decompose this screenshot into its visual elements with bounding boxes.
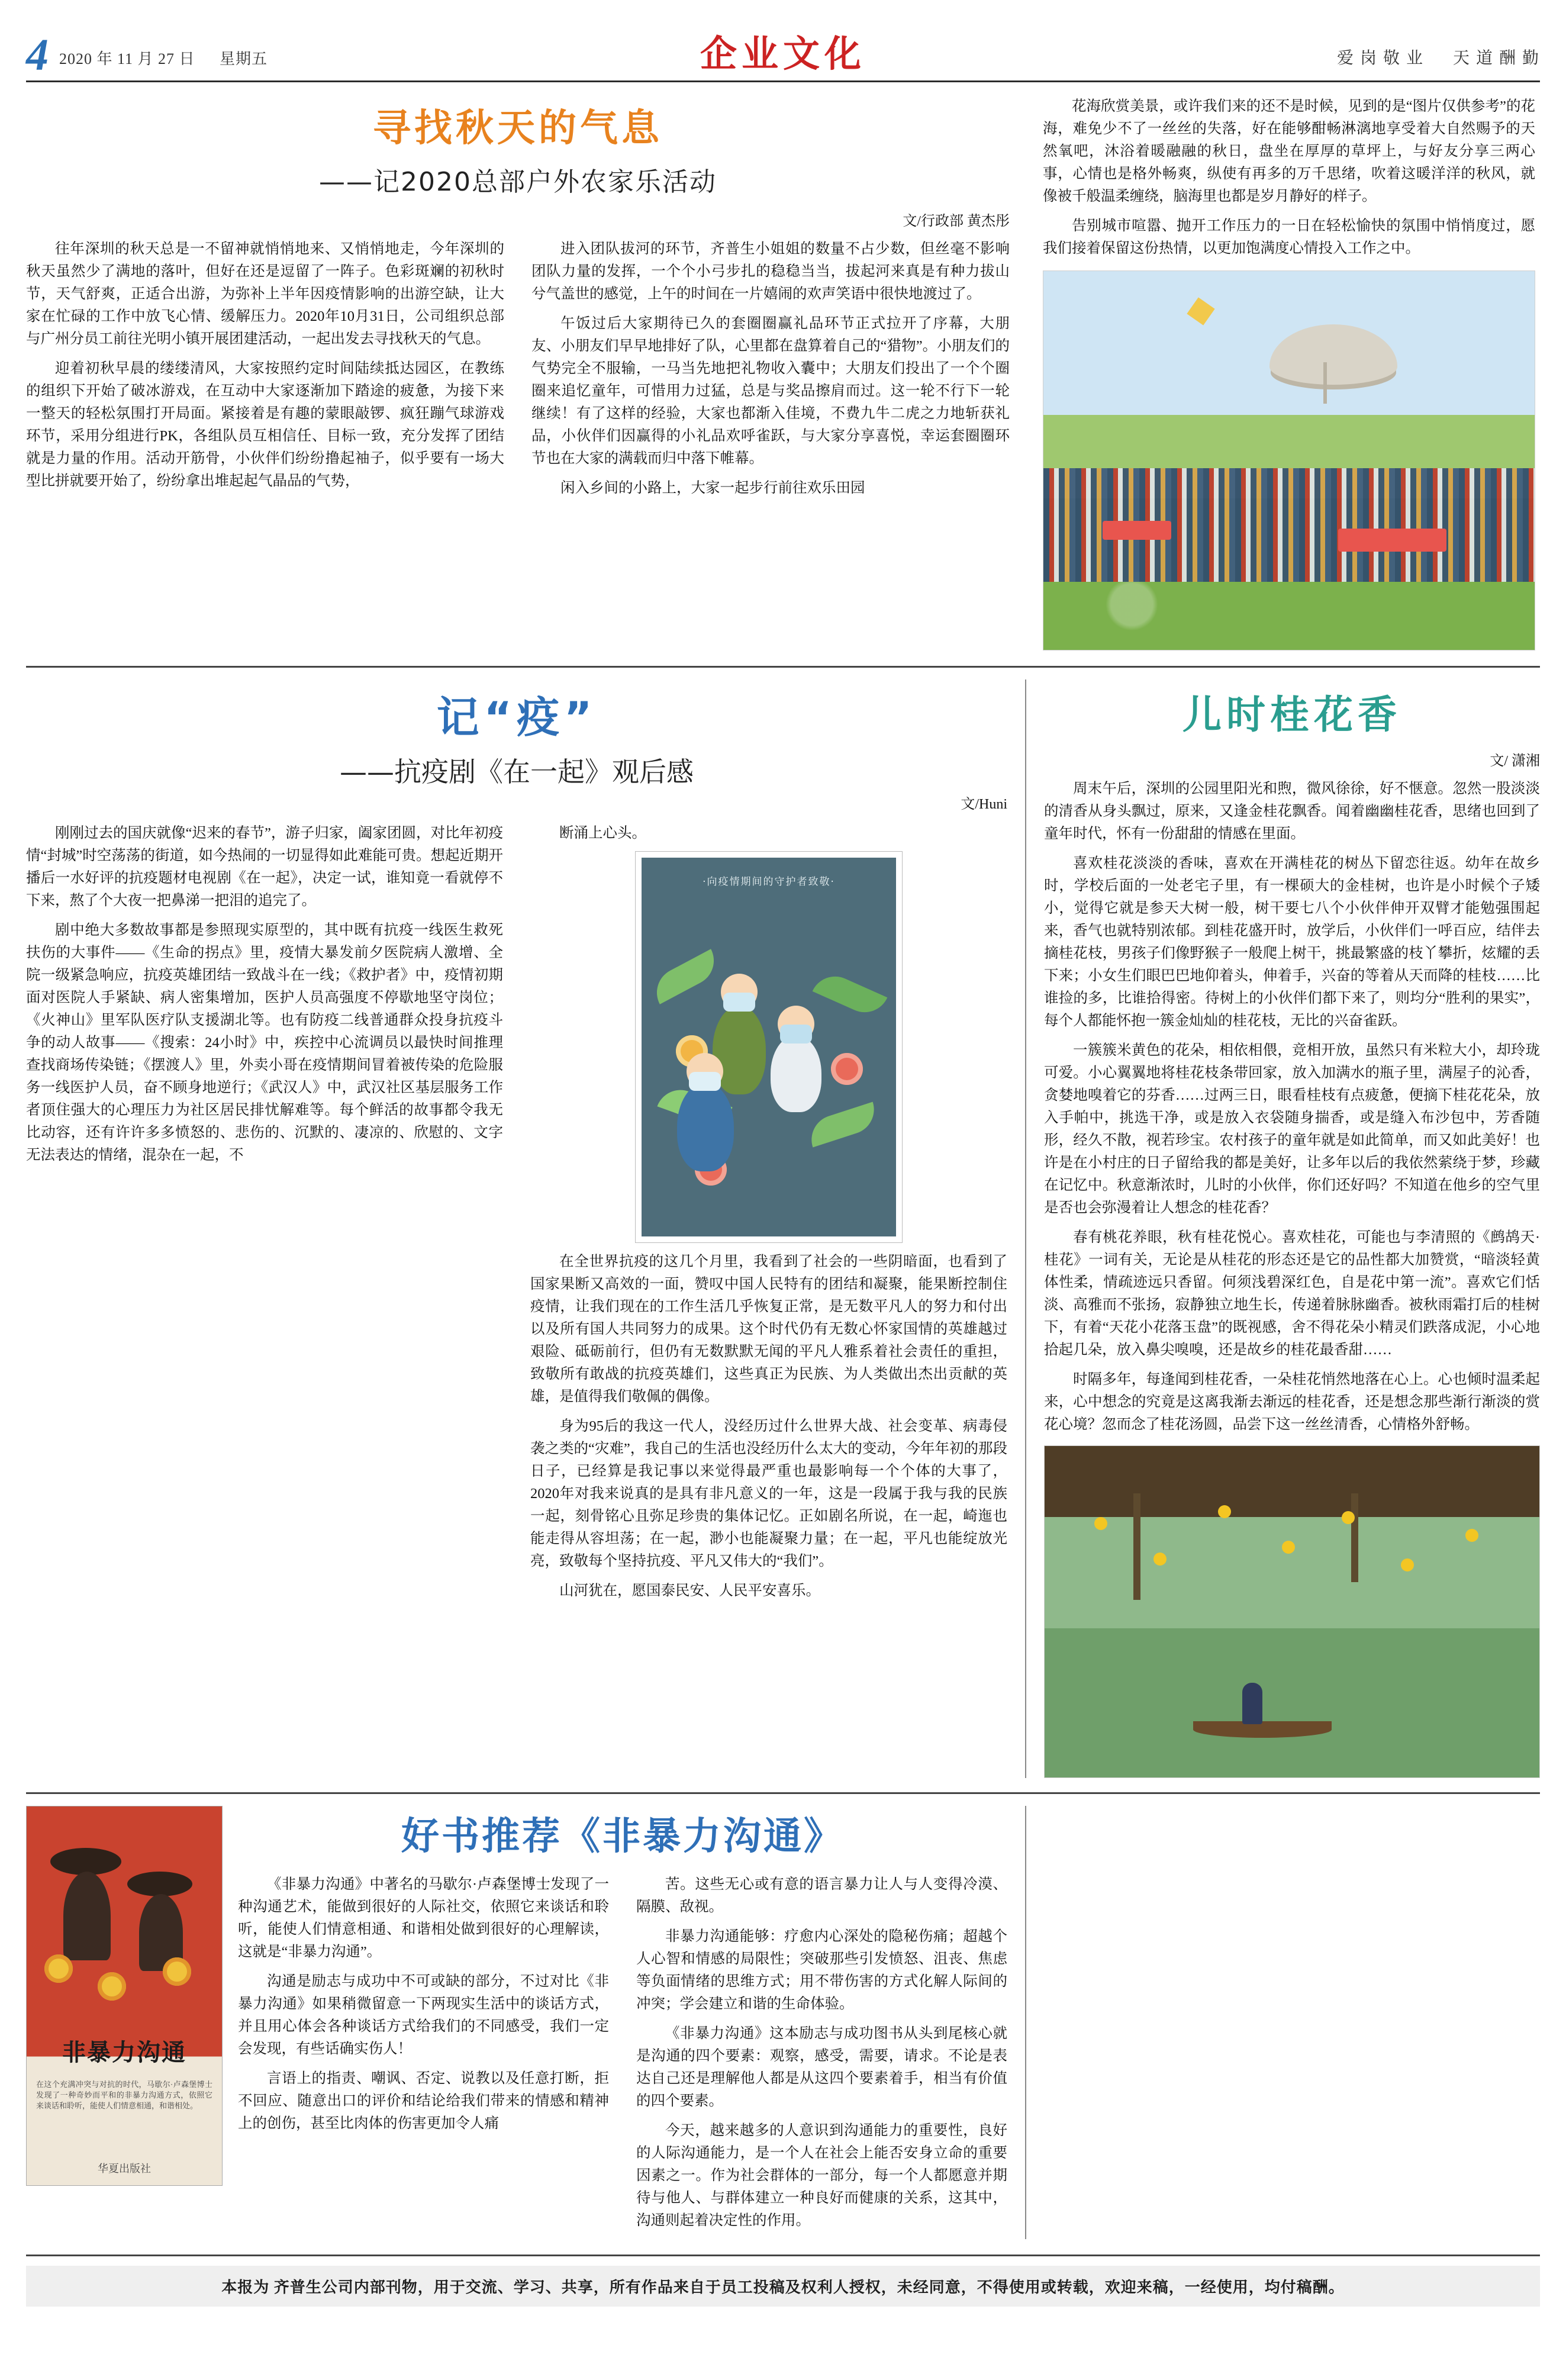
paragraph: 断涌上心头。 — [559, 825, 646, 841]
article-autumn-body — [26, 95, 1026, 650]
paragraph: 山河犹在，愿国泰民安、人民平安喜乐。 — [559, 1583, 820, 1599]
paragraph: 刚刚过去的国庆就像“迟来的春节”，游子归家，阖家团圆，对比年初疫情“封城”时空荡荡的街道，如今热闹的一切显得如此难能可贵。想起近期开播后一水好评的抗疫题材电视剧《在一起》，决定一试，谁知竟一看就停不下来，熬了个大夜一把鼻涕一把泪的追完了。 — [26, 825, 503, 909]
paragraph: 非暴力沟通能够：疗愈内心深处的隐秘伤痛；超越个人心智和情感的局限性；突破那些引发愤怒、沮丧、焦虑等负面情绪的思维方式；用不带伤害的方式化解人际间的冲突；学会建立和谐的生命体验。 — [636, 1928, 1007, 2012]
paragraph: 喜欢桂花淡淡的香味，喜欢在开满桂花的树丛下留恋往返。幼年在故乡时，学校后面的一处老宅子里，有一棵硕大的金桂树，也许是小时候个子矮小，觉得它就是参天大树一般，树干要七八个小伙伴伸开双臂才能勉强围起来，香气也就特别浓郁。到桂花盛开时，放学后，小伙伴们一呼百应，结伴去摘桂花枝，男孩子们像野猴子一般爬上树干，挑最繁盛的枝丫攀折，炫耀的丢下来；小女生们眼巴巴地仰着头，伸着手，兴奋的等着从天而降的桂枝……比谁捡的多，比谁拾得密。待树上的小伙伴们都下来了，则均分“胜利的果实”，每个人都能怀抱一簇金灿灿的桂花枝，无比的兴奋雀跃。 — [1044, 855, 1540, 1029]
flower-shape — [44, 1954, 73, 1983]
article-epidemic — [26, 679, 1026, 1778]
page-title: 企业文化 — [700, 32, 866, 75]
article-epidemic-subtitle: ——抗疫剧《在一起》观后感 — [340, 756, 694, 788]
section-two — [26, 666, 1540, 1778]
article-autumn-title: 寻找秋天的气息 — [373, 107, 663, 150]
figure-shape — [677, 1083, 734, 1171]
page-number: 4 — [26, 30, 49, 80]
tv-drama-poster — [636, 852, 902, 1242]
column-2 — [530, 822, 1007, 1609]
boat-shape — [1193, 1721, 1332, 1738]
article-autumn — [26, 82, 1540, 650]
bloom-shape — [1153, 1553, 1167, 1566]
article-autumn-columns — [26, 238, 1010, 507]
figure-shape — [771, 1035, 821, 1112]
weekday-text: 星期五 — [220, 50, 268, 67]
paragraph: 苦。这些无心或有意的语言暴力让人与人变得冷漠、隔膜、敌视。 — [636, 1876, 1007, 1915]
banner-shape — [1103, 521, 1171, 540]
masthead — [26, 20, 1540, 82]
poster-caption: ·向疫情期间的守护者致敬· — [703, 876, 835, 888]
bloom-shape — [1401, 1558, 1414, 1571]
branch-shape — [1133, 1493, 1140, 1600]
paragraph: 时隔多年，每逢闻到桂花香，一朵桂花悄然地落在心上。心也倾时温柔起来，心中想念的究竟是这离我渐去渐远的桂花香，还是想念那些渐行渐淡的赏花心境？忽而念了桂花汤圆，品尝下这一丝丝清香，心情格外舒畅。 — [1044, 1371, 1540, 1432]
article-autumn-side — [1026, 95, 1535, 650]
paragraph: 一簇簇米黄色的花朵，相依相偎，竞相开放，虽然只有米粒大小，却玲珑可爱。小心翼翼地将桂花枝条带回家，放入加满水的瓶子里，满屋子的沁香，贪婪地嗅着它的芬香……过两三日，眼看桂枝有点疲惫，便摘下桂花花朵，放入手帕中，挑选干净，或是放入衣袋随身揣香，或是缝入布沙包中，芳香随形，经久不散，视若珍宝。农村孩子的童年就是如此简单，而又如此美好！也许是在小村庄的日子留给我的都是美好，让多年以后的我依然萦绕于梦，珍藏在记忆中。秋意渐浓时，儿时的小伙伴，你们还好吗？不知道在他乡的空气里是否也会弥漫着让人想念的桂花香？ — [1044, 1042, 1540, 1216]
paragraph: 花海欣赏美景，或许我们来的还不是时候，见到的是“图片仅供参考”的花海，难免少不了一丝丝的失落，好在能够酣畅淋漓地享受着大自然赐予的天然氧吧，沐浴着暖融融的秋日，盘坐在厚厚的草坪上，与好友分享三两心事，心情也是格外畅爽，纵使有再多的万千思绪，吹着这暖洋洋的秋风，就像被千般温柔缠绕，脑海里也都是岁月静好的样子。 — [1043, 98, 1535, 204]
mask-shape — [723, 993, 755, 1012]
paragraph: 剧中绝大多数故事都是参照现实原型的，其中既有抗疫一线医生救死扶伤的大事件——《生命的拐点》里，疫情大暴发前夕医院病人激增、全院一级紧急响应，抗疫英雄团结一致战斗在一线；《救护者》中，疫情初期面对医院人手紧缺、病人密集增加，医护人员高强度不停歇地坚守岗位；《火神山》里军队医疗队支援湖北等。也有防疫二线普通群众投身抗疫斗争的动人故事——《搜索：24小时》中，疾控中心流调员以最快时间推理查找商场传染链；《摆渡人》里，外卖小哥在疫情期间冒着被传染的危险服务一线医护人员，奋不顾身地逆行；《武汉人》中，武汉社区基层服务工作者顶住强大的心理压力为社区居民排忧解难等。每个鲜活的故事都令我无比动容，还有许许多多愤怒的、悲伤的、沉默的、凄凉的、欣慰的、文字无法表达的情绪，混杂在一起，不 — [26, 922, 503, 1163]
paragraph: 在全世界抗疫的这几个月里，我看到了社会的一些阴暗面，也看到了国家果断又高效的一面，赞叹中国人民特有的团结和凝聚，能果断控制住疫情，让我们现在的工作生活几乎恢复正常，是无数平凡人的努力和付出以及所有国人共同努力的成果。这个时代仍有无数心怀家国情的英雄越过艰险、砥砺前行，但仍有无数默默无闻的平凡人雅系着社会责任的重担，致敬所有敢战的抗疫英雄们，这些真正为民族、为人类做出杰出贡献的英雄，是值得我们敬佩的偶像。 — [530, 1254, 1007, 1405]
paragraph: 沟通是励志与成功中不可或缺的部分，不过对比《非暴力沟通》如果稍微留意一下两现实生活中的谈话方式，并且用心体会各种谈话方式给我们的不同感受，我们一定会发现，有些话确实伤人！ — [238, 1973, 609, 2057]
leaf-shape — [805, 1102, 880, 1147]
branch-shape — [1351, 1493, 1358, 1582]
article-autumn-byline: 文/行政部 黄杰彤 — [903, 214, 1010, 229]
article-book-title: 好书推荐《非暴力沟通》 — [401, 1815, 844, 1859]
book-cover-image — [26, 1806, 223, 2186]
column-2 — [636, 1873, 1007, 2239]
bloom-shape — [1465, 1529, 1478, 1542]
mask-shape — [689, 1072, 721, 1091]
book-publisher: 华夏出版社 — [98, 2163, 151, 2175]
article-book-body — [238, 1806, 1007, 2239]
date-text: 2020 年 11 月 27 日 — [59, 50, 195, 67]
paragraph: 《非暴力沟通》这本励志与成功图书从头到尾核心就是沟通的四个要素：观察，感受，需要，请求。不论是表达自己还是理解他人都是从这四个要素着手，相当有价值的四个要素。 — [636, 2025, 1007, 2109]
bloom-shape — [1282, 1541, 1295, 1554]
article-osmanthus-title: 儿时桂花香 — [1182, 692, 1401, 737]
slogan-right: 天 道 酬 勤 — [1452, 49, 1540, 67]
paragraph: 迎着初秋早晨的缕缕清风，大家按照约定时间陆续抵达园区，在教练的组织下开始了破冰游戏，在互动中大家逐渐加下踏途的疲惫，为接下来一整天的轻松氛围打开局面。紧接着是有趣的蒙眼敲锣、疯狂蹦气球游戏环节，采用分组进行PK，各组队员互相信任、目标一致，充分发挥了团结就是力量的作用。活动开筋骨，小伙伴们纷纷撸起袖子，似乎要有一场大型比拼就要开始了，纷纷拿出堆起起气晶品的气势， — [26, 360, 504, 489]
leaf-shape — [648, 949, 723, 1004]
paragraph: 春有桃花养眼，秋有桂花悦心。喜欢桂花，可能也与李清照的《鹧鸪天·桂花》一词有关，无论是从桂花的形态还是它的品性都大加赞赏，“暗淡轻黄体性柔，情疏迹远只香留。何须浅碧深红色，自是花中第一流”。喜欢它们恬淡、高雅而不张扬，寂静独立地生长，传递着脉脉幽香。被秋雨霜打后的桂树下，有着“天花小花落玉盘”的既视感，舍不得花朵小精灵们跌落成泥，小心地拾起几朵，放入鼻尖嗅嗅，还是故乡的桂花最香甜…… — [1044, 1229, 1540, 1358]
paragraph: 身为95后的我这一代人，没经历过什么世界大战、社会变革、病毒侵袭之类的“灾难”，我自己的生活也没经历什么太大的变动，今年年初的那段日子，已经算是我记事以来觉得最严重也最影响每一个个体的大事了，2020年对我来说真的是具有非凡意义的一年，这是一段属于我与我的民族一起，刻骨铭心且弥足珍贵的集体记忆。正如剧名所说，在一起，崎迤也能走得从容坦荡；在一起，渺小也能凝聚力量；在一起，平凡也能绽放光亮，致敬每个坚持抗疫、平凡又伟大的“我们”。 — [530, 1418, 1007, 1569]
bloom-shape — [1218, 1505, 1231, 1518]
column-1 — [26, 822, 503, 1609]
bloom-shape — [1342, 1511, 1355, 1524]
branch-shape — [1045, 1446, 1539, 1517]
flower-shape — [163, 1957, 191, 1986]
paragraph: 闲入乡间的小路上，大家一起步行前往欢乐田园 — [560, 480, 865, 496]
column-1 — [26, 238, 504, 507]
paragraph: 往年深圳的秋天总是一不留神就悄悄地来、又悄悄地走，今年深圳的秋天虽然少了满地的落叶，但好在还是逗留了一阵子。色彩斑斓的初秋时节，天气舒爽，正适合出游，为弥补上半年因疫情影响的出游空缺，让大家在忙碌的工作中放飞心情、缓解压力。2020年10月31日，公司组织总部与广州分员工前往光明小镇开展团建活动，一起出发去寻找秋天的气息。 — [26, 241, 504, 347]
paragraph: 周末午后，深圳的公园里阳光和煦，微风徐徐，好不惬意。忽然一股淡淡的清香从身头飘过，原来，又逢金桂花飘香。闻着幽幽桂花香，思绪也回到了童年时代，怀有一份甜甜的情感在里面。 — [1044, 781, 1540, 842]
footer-notice: 本报为 齐普生公司内部刊物，用于交流、学习、共享，所有作品来自于员工投稿及权利人授权，未经同意，不得使用或转载，欢迎来稿，一经使用，均付稿酬。 — [26, 2266, 1540, 2307]
article-osmanthus — [1026, 679, 1540, 1778]
banner-shape — [1338, 529, 1446, 551]
article-book — [26, 1806, 1026, 2239]
article-epidemic-title: 记“疫” — [436, 693, 597, 742]
article-epidemic-byline: 文/Huni — [961, 797, 1007, 812]
slogan-left: 爱 岗 敬 业 — [1336, 49, 1424, 67]
hat-shape — [127, 1872, 192, 1896]
group-photo — [1043, 270, 1535, 650]
section-three — [26, 1792, 1540, 2239]
article-book-columns — [238, 1873, 1007, 2239]
article-autumn-subtitle: ——记2020总部户外农家乐活动 — [319, 167, 717, 197]
footer — [26, 2255, 1540, 2320]
article-osmanthus-byline: 文/ 潇湘 — [1490, 753, 1540, 769]
book-title: 非暴力沟通 — [62, 2039, 186, 2066]
paragraph: 言语上的指责、嘲讽、否定、说教以及任意打断，拒不回应、随意出口的评价和结论给我们带来的情感和精神上的创伤，甚至比肉体的伤害更加令人痛 — [238, 2070, 609, 2131]
mask-shape — [780, 1025, 812, 1044]
flower-shape — [98, 1972, 126, 2001]
flower-shape — [831, 1053, 863, 1085]
bloom-shape — [1094, 1517, 1107, 1530]
paragraph: 今天，越来越多的人意识到沟通能力的重要性，良好的人际沟通能力，是一个人在社会上能否安身立命的重要因素之一。作为社会群体的一部分，每一个人都愿意并期待与他人、与群体建立一种良好而健康的关系，这其中，沟通则起着决定性的作用。 — [636, 2123, 1007, 2228]
book-subtitle: 在这个充满冲突与对抗的时代，马歇尔·卢森堡博士发现了一种奇妙而平和的非暴力沟通方式，依照它来谈话和聆听，能使人们情意相通，和谐相处。 — [36, 2079, 212, 2110]
column-1 — [238, 1873, 609, 2239]
kite-shape — [1187, 298, 1214, 326]
column-2 — [531, 238, 1010, 507]
section-three-side — [1026, 1806, 1540, 2239]
person-shape — [1242, 1683, 1262, 1724]
paragraph: 进入团队拔河的环节，齐普生小姐姐的数量不占少数，但丝毫不影响团队力量的发挥，一个个小弓步扎的稳稳当当，拔起河来真是有种力拔山兮气盖世的感觉，上午的时间在一片嬉闹的欢声笑语中很快地渡过了。 — [531, 241, 1010, 302]
article-epidemic-columns — [26, 822, 1007, 1609]
osmanthus-illustration — [1044, 1445, 1540, 1778]
paragraph: 《非暴力沟通》中著名的马歇尔·卢森堡博士发现了一种沟通艺术，能做到很好的人际社交，依照它来谈话和聆听，能使人们情意相通、和谐相处做到很好的心理解读，这就是“非暴力沟通”。 — [238, 1876, 609, 1960]
pavilion-shape — [1269, 324, 1397, 385]
paragraph: 午饭过后大家期待已久的套圈圈赢礼品环节正式拉开了序幕，大朋友、小朋友们早早地排好了队，心里都在盘算着自己的“猎物”。小朋友们的气势完全不服输，一马当先地把礼物收入囊中；大朋友们投出了一个个圈圈来追忆童年，可惜用力过猛，总是与奖品擦肩而过。这一轮不行下一轮继续！有了这样的经验，大家也都渐入佳境，不费九牛二虎之力地斩获礼品，小伙伴们因赢得的小礼品欢呼雀跃，与大家分享喜悦，幸运套圈圈环节也在大家的满载而归中落下帷幕。 — [531, 315, 1010, 466]
paragraph: 告别城市喧嚣、抛开工作压力的一日在轻松愉快的氛围中悄悄度过，愿我们接着保留这份热情，以更加饱满度心情投入工作之中。 — [1043, 218, 1535, 256]
figure-shape — [63, 1872, 111, 1960]
tower-shape — [1323, 362, 1327, 404]
leaf-shape — [813, 968, 888, 1020]
